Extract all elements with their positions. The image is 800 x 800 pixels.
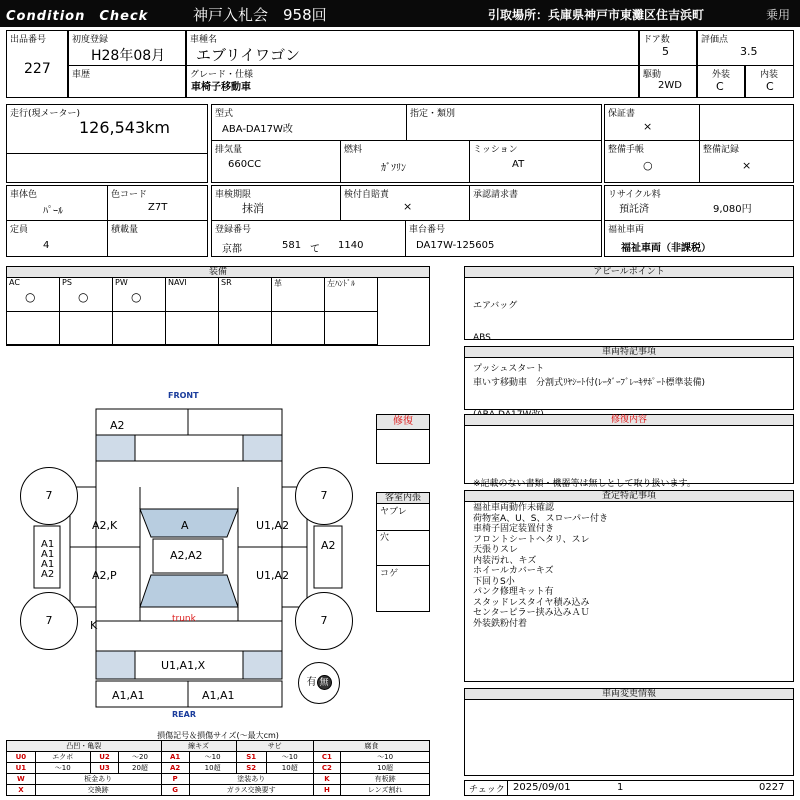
legend-cell: U0 [7,752,36,763]
plate-class: 581 [282,240,302,251]
interior-divider [377,530,429,531]
vehicle-category: 乗用 [766,8,791,22]
change-info-title: 車両変更情報 [465,689,793,700]
repair-content-title: 修復内容 [465,415,793,426]
spare-ari: 有 [306,677,317,688]
equipment-blank [60,312,113,345]
plate-kana: て [310,244,320,255]
legend-cell: U3 [90,763,119,774]
tire-front-right: 7 [295,467,353,525]
mileage-blank [6,153,208,183]
header-bar [0,0,800,27]
legend-cell: P [161,774,189,785]
doors-cell: ドア数 5 [639,30,697,66]
check-code: 0227 [759,782,785,793]
legend-group: 凸凹・亀裂 [7,741,162,752]
displacement-cell: 排気量 660CC [211,140,341,183]
inspection-cell: 車検期限 抹消 [211,185,341,221]
transfer-cell: 承認請求書 [469,185,602,221]
repair-section [376,414,430,464]
appeal-item: ABS [473,332,491,343]
legend-cell: 〜10 [35,763,90,774]
legend-cell: S2 [236,763,266,774]
plate-region: 京都 [222,244,242,255]
equipment-item [113,278,166,312]
inspection-notes-section [464,490,794,682]
chassis-value: DA17W-125605 [416,240,495,251]
inspection-note: スタッドレスタイヤ積み込み [473,597,590,608]
inspection-note: センターピラー挟み込みＡＵ [473,608,590,618]
legend-title: 損傷記号＆損傷サイズ(〜最大cm) [157,731,279,740]
warranty-cell: 保証書 × [604,104,700,141]
damage-right-side: A2 [321,539,336,552]
trunk-label: trunk [172,614,196,624]
legend-cell: U1 [7,763,36,774]
damage-left-rear: K [90,619,98,632]
color-code-value: Z7T [148,202,168,213]
spare-nashi: 無 [317,675,332,690]
service-record-cell: 整備記録 × [699,140,794,183]
repair-title: 修復 [377,415,429,430]
legend-cell: 10超 [266,763,313,774]
legend-cell: 〜10 [341,752,430,763]
tire-rear-right: 7 [295,592,353,650]
interior-item: 穴 [380,533,390,543]
damage-rear-bumper-right: A1,A1 [202,689,235,702]
car-name: エブリイワゴン [196,46,300,64]
special-line: ※記載のない書類・機器等は無しとして取り扱います。 [473,479,696,489]
doors-value: 5 [662,45,669,58]
legend-cell: エクボ [35,752,90,763]
fuel-value: ｶﾞｿﾘﾝ [381,163,406,174]
chassis-cell: 車台番号 DA17W-125605 [405,220,602,257]
auction-name: 神戸入札会 958回 [193,6,327,24]
inspection-note: 車椅子固定装置付き [473,524,555,534]
capacity-cell: 定員 4 [6,220,108,257]
legend-group: 線キズ [161,741,236,752]
legend-cell: A2 [161,763,189,774]
legend-cell: 有板跡 [341,774,430,785]
equipment-label: PW [115,278,128,287]
liability-value: × [403,200,413,213]
interior-section [376,492,430,612]
equipment-check-icon: ○ [131,290,142,304]
damage-rear-gate: U1,A1,X [161,659,206,672]
designation-cell: 指定・類別 [406,104,602,141]
legend-cell: 〜20 [119,752,161,763]
legend-cell: ガラス交換要す [189,785,313,796]
score-value: 3.5 [740,45,758,58]
equipment-check-icon: ○ [78,290,89,304]
change-info-section [464,688,794,776]
equipment-check-icon: ○ [25,290,36,304]
equipment-blank [272,312,325,345]
equipment-blank [113,312,166,345]
legend-group: サビ [236,741,313,752]
legend-cell: 〜10 [189,752,236,763]
equipment-item [166,278,219,312]
damage-rf-door: U1,A2 [256,519,290,532]
grade-value: 車椅子移動車 [191,82,251,93]
footer-bar [464,780,794,796]
recycle-status: 預託済 [619,204,649,215]
score-cell: 評価点 3.5 [697,30,794,66]
interior-title: 客室内張 [377,493,429,504]
header-title: Condition Check [6,9,149,24]
check-number: 1 [617,782,624,793]
int-value: C [766,80,774,93]
color-value: ﾊﾟｰﾙ [43,206,63,217]
legend-cell: 板金あり [35,774,161,785]
damage-lr-door: A2,P [92,569,117,582]
legend-cell: C1 [313,752,340,763]
model-cell: 型式 ABA-DA17W改 [211,104,407,141]
equipment-title: 装備 [7,267,429,278]
damage-rr-door: U1,A2 [256,569,290,582]
equipment-label: 左ﾊﾝﾄﾞﾙ [327,279,355,288]
first-reg-value: H28年08月 [91,48,166,64]
inspection-note: ホイールカバーキズ [473,566,554,576]
legend-cell: G [161,785,189,796]
inspection-note: 内装汚れ、キズ [473,555,537,566]
legend-cell: K [313,774,340,785]
legend-cell: H [313,785,340,796]
inspection-note: 外装鉄粉付着 [473,618,528,629]
appeal-item: エアバッグ [473,301,518,311]
model-value: ABA-DA17W改 [222,124,293,135]
car-name-cell: 車種名 エブリイワゴン [186,30,639,66]
mileage-cell: 走行(現メーター) 126,543km [6,104,208,154]
pickup-location: 引取場所：兵庫県神戸市東灘区住吉浜町 [488,8,705,22]
legend-cell: C2 [313,763,340,774]
tire-front-left: 7 [20,467,78,525]
legend-cell: W [7,774,36,785]
equipment-blank [7,312,60,345]
recycle-amount: 9,080円 [713,204,752,215]
inspection-note: 荷物室A、U、S、スローパー付き [473,513,609,524]
lot-cell: 出品番号 227 [6,30,68,98]
appeal-item: プッシュスタート [473,364,545,374]
service-book-cell: 整備手帳 ○ [604,140,700,183]
equipment-item [219,278,272,312]
tire-rear-left: 7 [20,592,78,650]
drive-cell: 駆動 2WD [639,65,697,98]
legend-cell: 20超 [119,763,161,774]
legend-cell: 〜10 [266,752,313,763]
rear-label: REAR [172,710,196,719]
damage-hood: A [181,519,189,532]
capacity-value: 4 [43,240,50,251]
equipment-label: NAVI [168,278,187,287]
legend-cell: A1 [161,752,189,763]
legend-cell: 10超 [189,763,236,774]
fuel-cell: 燃料 ｶﾞｿﾘﾝ [340,140,470,183]
special-title: 車両特記事項 [465,347,793,358]
spare-tire-indicator [298,662,340,704]
welfare-value: 福祉車両（非課税） [621,243,711,254]
equipment-label: AC [9,278,20,287]
equipment-blank [325,312,378,345]
inspection-notes-list [473,503,608,629]
legend-cell: 塗装あり [189,774,313,785]
equipment-item [7,278,60,312]
equipment-blank [166,312,219,345]
history-cell: 車歴 [68,65,186,98]
equipment-section [6,266,430,346]
repair-content-section [464,414,794,484]
legend-cell: U2 [90,752,119,763]
lot-number: 227 [24,61,51,77]
legend-cell: 10超 [341,763,430,774]
load-cell: 積載量 [107,220,208,257]
int-cell: 内装 C [745,65,794,98]
displacement-value: 660CC [228,159,262,170]
inspection-note: 天張りスレ [473,545,519,555]
inspection-note: 下回りS小 [473,576,515,587]
legend-cell: レンズ割れ [341,785,430,796]
damage-rear-bumper-left: A1,A1 [112,689,145,702]
damage-lf-door: A2,K [92,519,118,532]
check-label: チェック [469,785,505,795]
legend-table [6,740,430,796]
service-record-value: × [742,159,752,172]
inspection-notes-title: 査定特記事項 [465,491,793,502]
equipment-label: SR [221,278,232,287]
service-book-value: ○ [643,159,653,172]
ext-cell: 外装 C [697,65,745,98]
equipment-item [325,278,378,312]
recycle-cell: リサイクル料 預託済 9,080円 [604,185,794,221]
plate-number: 1140 [338,240,364,251]
equipment-item [272,278,325,312]
damage-left-side: A1 A1 A1 A2 [41,539,55,580]
interior-item: ヤブレ [380,507,407,517]
inspection-note: 福祉車両動作未確認 [473,503,555,513]
drive-value: 2WD [658,80,682,91]
equipment-label: PS [62,278,72,287]
interior-item: コゲ [380,569,399,579]
damage-front-bumper: A2 [110,419,125,432]
transmission-value: AT [512,159,525,170]
first-reg-cell: 初度登録 H28年08月 [68,30,186,66]
check-date: 2025/09/01 [513,782,571,793]
equipment-item [60,278,113,312]
plate-cell: 登録番号 京都 581 て 1140 [211,220,406,257]
legend-cell: S1 [236,752,266,763]
legend-group: 腐食 [313,741,429,752]
damage-roof: A2,A2 [170,549,203,562]
warranty-blank [699,104,794,141]
color-cell: 車体色 ﾊﾟｰﾙ [6,185,108,221]
interior-divider [377,565,429,566]
equipment-label: 革 [274,279,282,288]
special-line: 車いす移動車 分割式ﾘﾔｼｰﾄ付(ﾚｰﾀﾞｰﾌﾞﾚｰｷｻﾎﾟｰﾄ標準装備) [473,378,706,388]
footer-divider [507,781,508,795]
liability-cell: 検付自賠責 × [340,185,470,221]
front-label: FRONT [168,391,199,400]
appeal-title: アピールポイント [465,267,793,278]
legend-cell: X [7,785,36,796]
transmission-cell: ミッション AT [469,140,602,183]
welfare-cell: 福祉車両 福祉車両（非課税） [604,220,794,257]
inspection-note: パンク修理キット有 [473,587,554,597]
mileage-value: 126,543km [79,118,171,137]
ext-value: C [716,80,724,93]
equipment-blank [219,312,272,345]
warranty-value: × [643,120,653,133]
legend-cell: 交換跡 [35,785,161,796]
inspection-value: 抹消 [242,202,264,215]
color-code-cell: 色コード Z7T [107,185,208,221]
inspection-note: フロントシートヘタリ、スレ [473,534,590,545]
grade-cell: グレード・仕様 車椅子移動車 [186,65,639,98]
